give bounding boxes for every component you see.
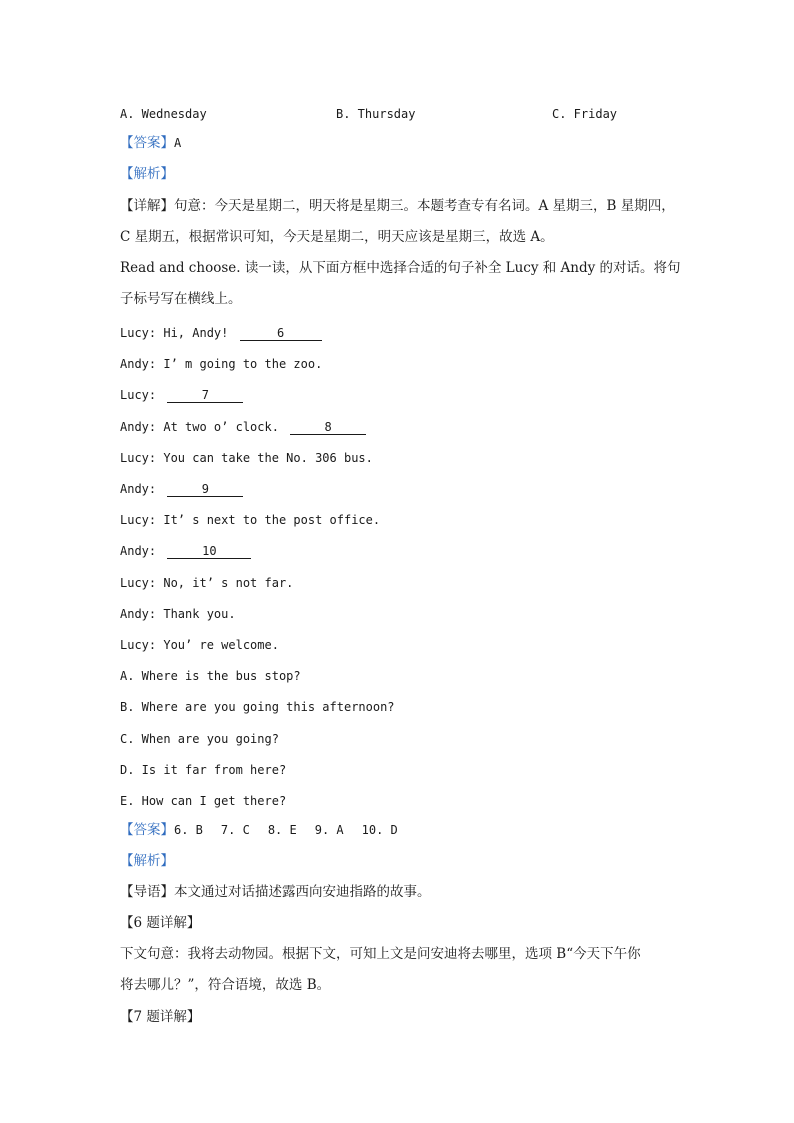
q6-tag: 【6 题详解】 <box>120 915 201 931</box>
answer-blank: 9 <box>167 482 243 497</box>
detail-tag: 【详解】 <box>120 198 174 214</box>
analysis-tag: 【解析】 <box>120 166 174 182</box>
answer-line-2 <box>120 822 416 838</box>
dialogue-line: Andy: 9 <box>120 481 243 497</box>
q6-line-1: 下文句意：我将去动物园。根据下文，可知上文是问安迪将去哪里，选项 B“今天下午你 <box>120 946 641 962</box>
q6-line-2: 将去哪儿？”，符合语境，故选 B。 <box>120 977 331 993</box>
detail-line-2: C 星期五，根据常识可知，今天是星期二，明天应该是星期三，故选 A。 <box>120 229 554 245</box>
choice-item: A. Where is the bus stop? <box>120 669 301 683</box>
option-a: A. Wednesday <box>120 107 207 121</box>
answer-tag: 【答案】 <box>120 135 174 151</box>
option-b: B. Thursday <box>336 107 416 121</box>
answer-blank: 7 <box>167 388 243 403</box>
q7-tag: 【7 题详解】 <box>120 1009 201 1025</box>
guide-tag: 【导语】 <box>120 884 174 900</box>
answer-item: 8. E <box>267 823 297 837</box>
dialogue-line: Andy: I’ m going to the zoo. <box>120 357 323 371</box>
answer-blank: 8 <box>290 420 366 435</box>
answer-blank: 10 <box>167 544 251 559</box>
answer-value: A <box>174 136 182 150</box>
analysis-tag-2: 【解析】 <box>120 853 174 869</box>
option-c: C. Friday <box>552 107 618 121</box>
dialogue-line: Lucy: 7 <box>120 387 243 403</box>
answer-item: 9. A <box>314 823 344 837</box>
dialogue-line: Andy: 10 <box>120 543 251 559</box>
answer-item: 10. D <box>361 823 398 837</box>
choice-item: E. How can I get there? <box>120 794 287 808</box>
answer-item: 6. B <box>174 823 203 837</box>
choice-item: D. Is it far from here? <box>120 763 287 777</box>
guide-text: 本文通过对话描述露西向安迪指路的故事。 <box>174 884 431 900</box>
choice-item: B. Where are you going this afternoon? <box>120 700 395 714</box>
answer-tag: 【答案】 <box>120 822 174 838</box>
choice-item: C. When are you going? <box>120 732 279 746</box>
answer-blank: 6 <box>240 326 322 341</box>
answer-item: 7. C <box>220 823 250 837</box>
dialogue-line: Andy: Thank you. <box>120 607 236 621</box>
answer-line <box>120 135 181 151</box>
dialogue-line: Lucy: You’ re welcome. <box>120 638 279 652</box>
dialogue-line: Lucy: It’ s next to the post office. <box>120 513 381 527</box>
detail-text-1: 句意：今天是星期二，明天将是星期三。本题考查专有名词。A 星期三，B 星期四， <box>174 198 675 214</box>
dialogue-line: Lucy: You can take the No. 306 bus. <box>120 451 373 465</box>
guide-line <box>120 884 431 900</box>
instructions-line-2: 子标号写在横线上。 <box>120 291 242 307</box>
dialogue-line: Andy: At two o’ clock. 8 <box>120 419 366 435</box>
instructions-line-1: Read and choose. 读一读，从下面方框中选择合适的句子补全 Lucy 和 Andy 的对话。将句 <box>120 260 681 276</box>
dialogue-line: Lucy: Hi, Andy! 6 <box>120 325 322 341</box>
detail-line-1 <box>120 198 675 214</box>
dialogue-line: Lucy: No, it’ s not far. <box>120 576 294 590</box>
